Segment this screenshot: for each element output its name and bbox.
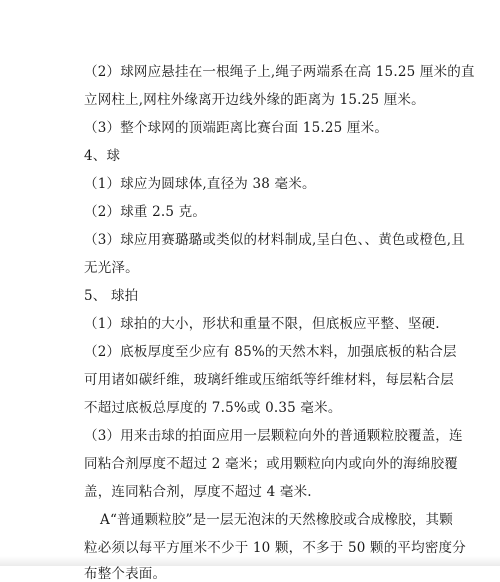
text-line-racket-size: （1）球拍的大小，形状和重量不限，但底板应平整、坚硬.: [84, 316, 440, 332]
text-line-net-suspension: （2）球网应悬挂在一根绳子上,绳子两端系在高 15.25 厘米的直: [84, 64, 475, 80]
text-line-blade-thickness: （2）底板厚度至少应有 85%的天然木料，加强底板的粘合层: [84, 344, 457, 360]
text-line-ball-weight: （2）球重 2.5 克。: [84, 204, 207, 220]
text-line-ball-material: （3）球应用赛璐璐或类似的材料制成,呈白色、、黄色或橙色,且: [84, 232, 465, 248]
text-line-rubber-cover: （3）用来击球的拍面应用一层颗粒向外的普通颗粒胶覆盖，连: [84, 428, 463, 444]
text-line-pimple-density: 粒必须以每平方厘米不少于 10 颗，不多于 50 颗的平均密度分: [84, 540, 466, 556]
page-bottom-edge: [0, 556, 500, 566]
text-line-net-top-height: （3）整个球网的顶端距离比赛台面 15.25 厘米。: [84, 120, 389, 136]
section-heading-ball: 4、球: [84, 148, 121, 164]
text-line-blade-limit: 不超过底板总厚度的 7.5%或 0.35 毫米。: [84, 400, 342, 416]
text-line-net-post: 立网柱上,网柱外缘离开边线外缘的距离为 15.25 厘米。: [84, 92, 425, 108]
section-heading-racket: 5、 球拍: [84, 288, 139, 304]
text-line-pimpled-rubber: A“普通颗粒胶”是一层无泡沫的天然橡胶或合成橡胶，其颗: [100, 512, 453, 528]
text-line-rubber-cover-end: 盖，连同粘合剂，厚度不超过 4 毫米.: [84, 484, 312, 500]
text-line-pimple-surface: 布整个表面。: [84, 566, 167, 582]
text-line-ball-material-cont: 无光泽。: [84, 260, 139, 276]
text-line-ball-diameter: （1）球应为圆球体,直径为 38 毫米。: [84, 176, 316, 192]
text-line-blade-fibers: 可用诸如碳纤维，玻璃纤维或压缩纸等纤维材料，每层粘合层: [84, 372, 454, 388]
text-line-rubber-cover-cont: 同粘合剂厚度不超过 2 毫米；或用颗粒向内或向外的海绵胶覆: [84, 456, 458, 472]
